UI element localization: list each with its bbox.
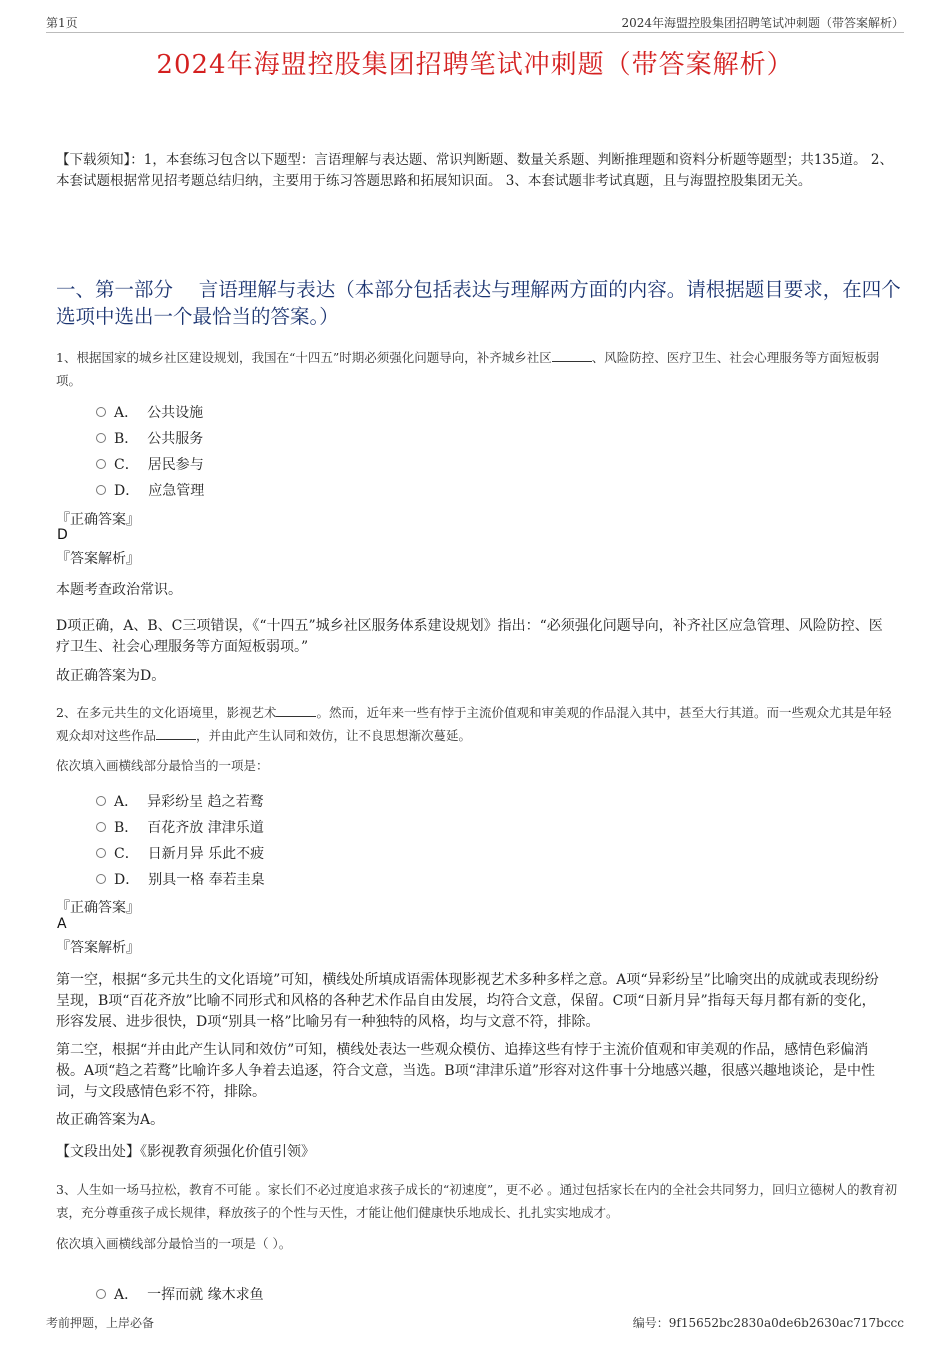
page-number: 第1页 [46, 16, 78, 30]
page-header [46, 14, 904, 33]
radio-icon[interactable] [96, 874, 106, 884]
radio-icon[interactable] [96, 459, 106, 469]
q1-option-b[interactable]: B． 公共服务 [96, 428, 203, 448]
footer-serial: 编号：9f15652bc2830a0de6b2630ac717bccc [632, 1316, 904, 1330]
q2-option-c[interactable]: C． 日新月异 乐此不疲 [96, 843, 264, 863]
q1-option-d[interactable]: D． 应急管理 [96, 480, 204, 500]
blank-line [552, 349, 592, 362]
q1-analysis-label: 『答案解析』 [56, 551, 140, 567]
q2-analysis-para-2: 第二空，根据“并由此产生认同和效仿”可知，横线处表达一些观众模仿、追捧这些有悖于主流价值观和审美观的作品，感情色彩偏消极。A项“趋之若鹜”比喻许多人争着去追逐，符合文意，当选。B项“津津乐道”形容对这件事十分地感兴趣，很感兴趣地谈论，是中性词，与文段感情色彩不符，排除。 [56, 1042, 876, 1100]
q2-answer: A [57, 916, 67, 932]
q2-analysis-para-1: 第一空，根据“多元共生的文化语境”可知，横线处所填成语需体现影视艺术多种多样之意。A项“异彩纷呈”比喻突出的成就或表现纷纷呈现，B项“百花齐放”比喻不同形式和风格的各种艺术作品自由发展，均符合文意，保留。C项“日新月异”指每天每月都有新的变化，形容发展、进步很快，D项“别具一格”比喻另有一种独特的风格，均与文意不符，排除。 [56, 972, 879, 1030]
q1-answer-label: 『正确答案』 [56, 512, 140, 528]
q2-answer-label: 『正确答案』 [56, 900, 140, 916]
radio-icon[interactable] [96, 796, 106, 806]
q1-option-a[interactable]: A． 公共设施 [96, 402, 203, 422]
q1-answer: D [57, 527, 68, 543]
blank-line [276, 704, 316, 717]
blank-line [156, 727, 196, 740]
radio-icon[interactable] [96, 822, 106, 832]
question-3-text: 3、人生如一场马拉松，教育不可能 。家长们不必过度追求孩子成长的“初速度”，更不必 。通过包括家长在内的全社会共同努力，回归立德树人的教育初衷，充分尊重孩子成长规律，释放孩子的个性与天性，才能让他们健康快乐地成长、扎扎实实地成才。 [56, 1182, 898, 1220]
download-notice: 【下载须知】：1，本套练习包含以下题型：言语理解与表达题、常识判断题、数量关系题、判断推理题和资料分析题等题型；共135道。 2、本套试题根据常见招考题总结归纳，主要用于练习答题思路和拓展知识面。 3、本套试题非考试真题，且与海盟控股集团无关。 [56, 152, 893, 189]
radio-icon[interactable] [96, 1289, 106, 1299]
radio-icon[interactable] [96, 485, 106, 495]
q1-analysis-para-1: 本题考查政治常识。 [56, 582, 182, 598]
question-2-text: 2、在多元共生的文化语境里，影视艺术 。然而，近年来一些有悖于主流价值观和审美观的作品混入其中，甚至大行其道。而一些观众尤其是年轻观众却对这些作品 ，并由此产生认同和效仿，让不良思想渐次蔓延。 [56, 705, 892, 743]
q2-option-d[interactable]: D． 别具一格 奉若圭臬 [96, 869, 265, 889]
radio-icon[interactable] [96, 848, 106, 858]
page-footer [46, 1314, 904, 1331]
q2-source: 【文段出处】《影视教育须强化价值引领》 [56, 1144, 315, 1160]
section-heading: 一、第一部分 言语理解与表达（本部分包括表达与理解两方面的内容。请根据题目要求，在四个选项中选出一个最恰当的答案。） [56, 278, 901, 328]
document-title: 2024年海盟控股集团招聘笔试冲刺题（带答案解析） [156, 50, 794, 80]
q2-prompt: 依次填入画横线部分最恰当的一项是： [56, 758, 269, 773]
radio-icon[interactable] [96, 407, 106, 417]
footer-slogan: 考前押题，上岸必备 [46, 1316, 155, 1330]
q3-option-a[interactable]: A． 一挥而就 缘木求鱼 [96, 1284, 264, 1304]
question-1-text: 1、根据国家的城乡社区建设规划，我国在“十四五”时期必须强化问题导向，补齐城乡社区 、风险防控、医疗卫生、社会心理服务等方面短板弱项。 [56, 350, 880, 388]
q2-analysis-label: 『答案解析』 [56, 940, 140, 956]
q1-option-c[interactable]: C． 居民参与 [96, 454, 204, 474]
radio-icon[interactable] [96, 433, 106, 443]
q2-analysis-para-3: 故正确答案为A。 [56, 1112, 165, 1128]
q2-option-a[interactable]: A． 异彩纷呈 趋之若鹜 [96, 791, 264, 811]
q1-analysis-para-2: D项正确，A、B、C三项错误，《“十四五”城乡社区服务体系建设规划》指出：“必须强化问题导向，补齐社区应急管理、风险防控、医疗卫生、社会心理服务等方面短板弱项。” [56, 618, 883, 655]
q1-analysis-para-3: 故正确答案为D。 [56, 668, 166, 684]
q2-option-b[interactable]: B． 百花齐放 津津乐道 [96, 817, 264, 837]
q3-prompt: 依次填入画横线部分最恰当的一项是（ ）。 [56, 1236, 292, 1251]
header-doc-title: 2024年海盟控股集团招聘笔试冲刺题（带答案解析） [621, 16, 904, 30]
